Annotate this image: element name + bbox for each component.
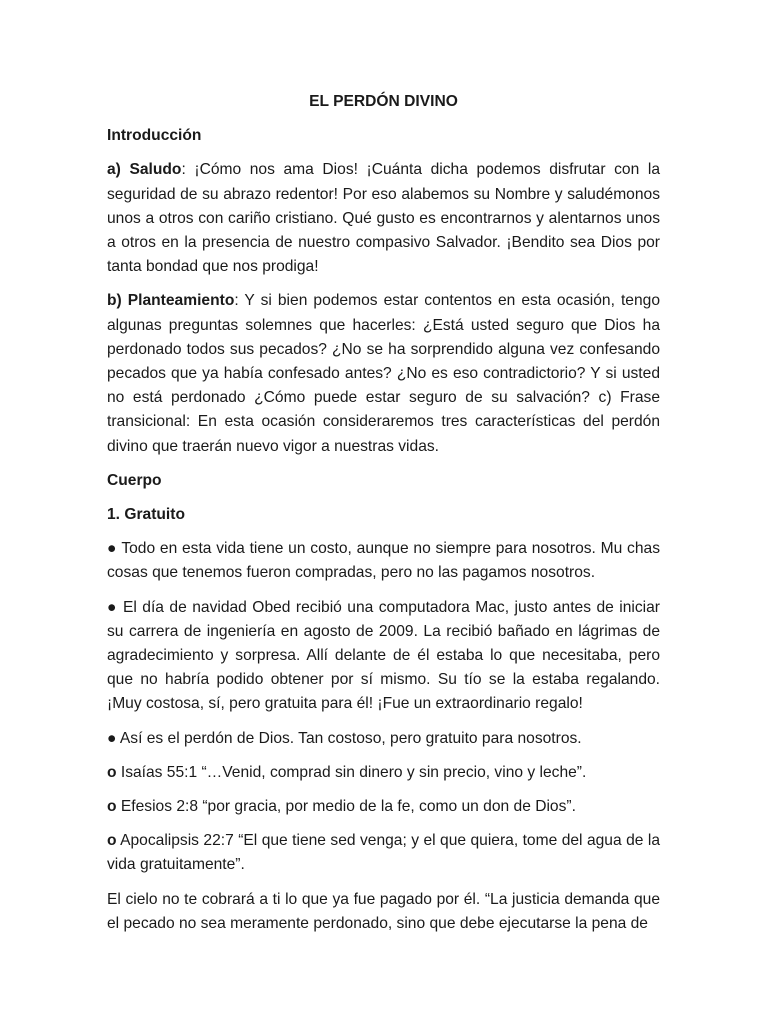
verse-text: Efesios 2:8 “por gracia, por medio de la fe, como un don de Dios”. bbox=[116, 798, 576, 816]
saludo-label: a) Saludo bbox=[107, 161, 182, 179]
planteamiento-paragraph bbox=[107, 289, 660, 458]
intro-heading: Introducción bbox=[107, 127, 202, 145]
planteamiento-text: : Y si bien podemos estar contentos en esta ocasión, tengo algunas preguntas solemnes que hacerles: ¿Está usted seguro que Dios ha perdonado todos sus pecados? ¿No se ha sorprendido alguna vez confesando pecados que ya había confesado antes? ¿No es eso contradictorio? Y si usted no está perdonado ¿Cómo puede estar seguro de su salvación? c) Frase transicional: En esta ocasión consideraremos tres características del perdón divino que traerán nuevo vigor a nuestras vidas. bbox=[107, 292, 660, 455]
bullet-paragraph-3: ● Así es el perdón de Dios. Tan costoso, pero gratuito para nosotros. bbox=[107, 729, 582, 747]
verse-marker: o bbox=[107, 832, 117, 850]
verse-marker: o bbox=[107, 798, 117, 816]
document-page bbox=[107, 90, 660, 946]
verse-apocalipsis bbox=[107, 829, 660, 877]
verse-efesios bbox=[107, 795, 660, 819]
closing-paragraph: El cielo no te cobrará a ti lo que ya fue pagado por él. “La justicia demanda que el pecado no sea meramente perdonado, sino que debe ejecutarse la pena de bbox=[107, 890, 660, 932]
planteamiento-label: b) Planteamiento bbox=[107, 292, 235, 310]
bullet-paragraph-1: ● Todo en esta vida tiene un costo, aunque no siempre para nosotros. Mu chas cosas que tenemos fueron compradas, pero no las pagamos nosotros. bbox=[107, 540, 660, 582]
verse-text: Apocalipsis 22:7 “El que tiene sed venga; y el que quiera, tome del agua de la vida gratuitamente”. bbox=[107, 832, 660, 874]
section-1-heading: 1. Gratuito bbox=[107, 506, 185, 524]
document-title: EL PERDÓN DIVINO bbox=[309, 93, 458, 110]
saludo-text: : ¡Cómo nos ama Dios! ¡Cuánta dicha podemos disfrutar con la seguridad de su abrazo redentor! Por eso alabemos su Nombre y saludémonos unos a otros con cariño cristiano. Qué gusto es encontrarnos y alentarnos unos a otros en la presencia de nuestro compasivo Salvador. ¡Bendito sea Dios por tanta bondad que nos prodiga! bbox=[107, 161, 661, 276]
verse-marker: o bbox=[107, 763, 117, 781]
cuerpo-heading: Cuerpo bbox=[107, 471, 162, 489]
verse-text: Isaías 55:1 “…Venid, comprad sin dinero y sin precio, vino y leche”. bbox=[116, 763, 587, 781]
saludo-paragraph bbox=[107, 158, 660, 279]
bullet-paragraph-2: ● El día de navidad Obed recibió una computadora Mac, justo antes de iniciar su carrera de ingeniería en agosto de 2009. La recibió bañado en lágrimas de agradecimiento y sorpresa. Allí delante de él estaba lo que necesitaba, pero que no habría podido obtener por sí mismo. Su tío se la estaba regalando. ¡Muy costosa, sí, pero gratuita para él! ¡Fue un extraordinario regalo! bbox=[107, 598, 660, 713]
verse-isaias bbox=[107, 761, 660, 785]
